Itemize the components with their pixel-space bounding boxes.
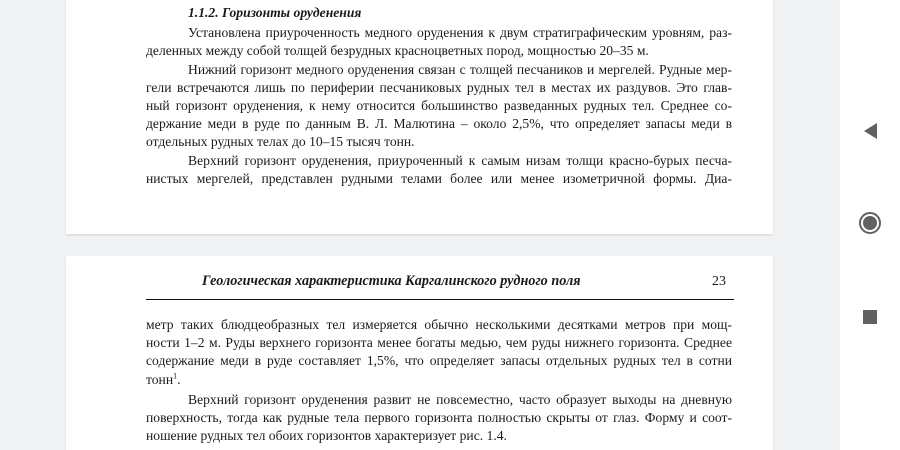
text-line: ности 1–2 м. Руды верхнего горизонта менее богаты медью, чем руды нижнего горизонта. Среднее [146, 335, 732, 351]
text-line: Верхний горизонт оруденения развит не повсеместно, часто образует выходы на дневную [188, 391, 732, 407]
document-page-22 [66, 0, 773, 234]
paragraph-3 [146, 152, 732, 188]
text-line: деленных между собой толщей безрудных красноцветных пород, мощностью 20–35 м. [146, 43, 649, 59]
text-line: ношение рудных тел обоих горизонтов характеризует рис. 1.4. [146, 428, 507, 444]
header-rule [146, 299, 734, 300]
page-number: 23 [712, 274, 726, 289]
text-line: Нижний горизонт медного оруденения связан с толщей песчаников и мергелей. Рудные мер- [188, 61, 732, 77]
page-body [146, 4, 732, 188]
text-line: нистых мергелей, представлен рудными телами более или менее изометричной формы. Диа- [146, 170, 732, 186]
document-page-23 [66, 256, 773, 450]
back-triangle-icon [864, 123, 877, 139]
paragraph-4 [146, 391, 732, 446]
running-header [146, 273, 734, 290]
text-line: Верхний горизонт оруденения, приуроченный к самым низам толщи красно-бурых песча- [188, 152, 732, 168]
paragraph-1 [146, 24, 732, 60]
text-fragment: . [177, 371, 181, 387]
recents-button[interactable] [840, 297, 900, 337]
text-line: ный горизонт оруденения, к нему относится большинство разведанных рудных тел. Среднее со- [146, 98, 732, 114]
text-line: содержание меди в руде составляет 1,5%, что определяет запасы отдельных рудных тел в сотни [146, 353, 732, 369]
text-line: держание меди в руде по данным В. Л. Малютина – около 2,5%, что определяет запасы меди в [146, 116, 732, 132]
text-line: Установлена приуроченность медного оруденения к двум стратиграфическим уровням, раз- [188, 25, 732, 41]
text-line: отдельных рудных телах до 10–15 тысяч тонн. [146, 134, 415, 150]
running-header-title: Геологическая характеристика Каргалинского рудного поля [202, 273, 581, 289]
back-button[interactable] [840, 111, 900, 151]
text-line-footnote [146, 371, 732, 389]
page-body [146, 316, 732, 445]
android-navigation-bar [840, 0, 900, 450]
text-line: метр таких блюдцеобразных тел измеряется обычно несколькими десятками метров при мощ- [146, 317, 732, 332]
section-heading: 1.1.2. Горизонты оруденения [188, 5, 362, 20]
text-line: поверхность, тогда как рудные тела первого горизонта полностью скрыты от глаз. Форму и соот- [146, 410, 732, 426]
home-button[interactable] [840, 203, 900, 243]
paragraph-2 [146, 61, 732, 152]
footnote-reference[interactable]: 1 [173, 371, 178, 381]
text-line: гели встречаются лишь по периферии песчаниковых рудных тел в местах их раздувов. Это глав- [146, 79, 732, 95]
home-circle-icon [859, 212, 881, 234]
recents-square-icon [863, 310, 877, 324]
paragraph-continued [146, 316, 732, 389]
text-fragment: тонн [146, 371, 174, 387]
